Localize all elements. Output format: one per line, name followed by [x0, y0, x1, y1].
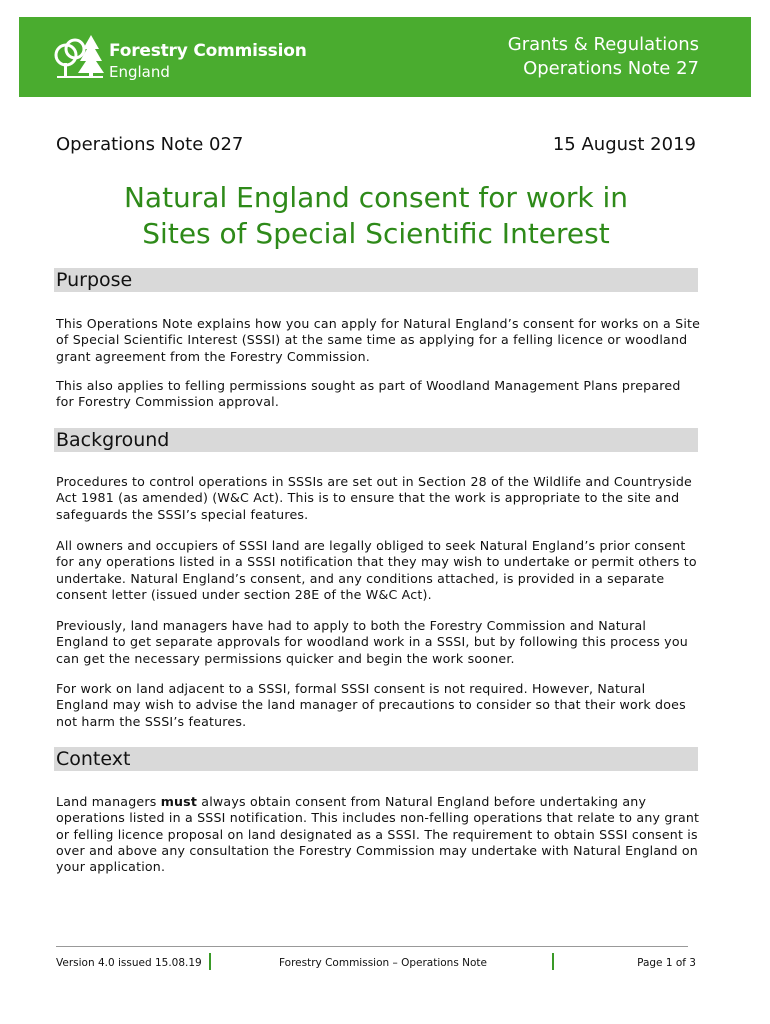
section-heading-purpose: Purpose: [54, 268, 698, 292]
category-label: Grants & Regulations: [507, 34, 699, 55]
context-paragraph-1: [56, 794, 701, 875]
title-line-1: Natural England consent for work in: [123, 181, 629, 214]
footer-separator: [552, 953, 554, 970]
footer-separator: [209, 953, 211, 970]
footer-divider: [56, 946, 688, 947]
context-text-rest: always obtain consent from Natural England before undertaking any operations listed in a SSSI notification. This includes non-felling operations that relate to any grant or felling licence proposal on land designated as a SSSI. The requirement to obtain SSSI consent is over and above any consultation the Forestry Commission may undertake with Natural England on your application.: [56, 794, 700, 875]
logo-name: Forestry Commission: [109, 41, 307, 61]
note-number: Operations Note 027: [56, 134, 244, 155]
background-paragraph-2: All owners and occupiers of SSSI land are legally obliged to seek Natural England’s prior consent for any operations listed in a SSSI notification that they may wish to undertake or permit others to undertake. Natural England’s consent, and any conditions attached, is provided in a separate consent letter (issued under section 28E of the W&C Act).: [56, 538, 697, 602]
footer-version: Version 4.0 issued 15.08.19: [56, 957, 202, 969]
background-paragraph-4: For work on land adjacent to a SSSI, formal SSSI consent is not required. However, Natural England may wish to advise the land manager of precautions to consider so that their work does not harm the SSSI’s features.: [56, 681, 686, 729]
background-paragraph-3: Previously, land managers have had to apply to both the Forestry Commission and Natural England to get separate approvals for woodland work in a SSSI, but by following this process you can get the necessary permissions quicker and begin the work sooner.: [56, 618, 688, 666]
footer-page-number: Page 1 of 3: [637, 957, 696, 969]
context-emphasis: must: [160, 794, 198, 809]
logo-subtitle: England: [109, 63, 170, 81]
tree-icon: [53, 35, 105, 79]
purpose-paragraph-2: This also applies to felling permissions sought as part of Woodland Management Plans prepared for Forestry Commission approval.: [56, 378, 681, 410]
context-text-start: Land managers: [56, 794, 161, 809]
title-line-2: Sites of Special Scientific Interest: [142, 217, 610, 250]
forestry-commission-logo: [53, 33, 307, 81]
section-heading-background: Background: [54, 428, 698, 452]
note-date: 15 August 2019: [552, 134, 696, 155]
background-paragraph-1: Procedures to control operations in SSSIs are set out in Section 28 of the Wildlife and Countryside Act 1981 (as amended) (W&C Act). This is to ensure that the work is appropriate to the site and safeguards the SSSI’s special features.: [56, 474, 692, 522]
footer-center-text: Forestry Commission – Operations Note: [279, 957, 488, 969]
note-label: Operations Note 27: [523, 58, 699, 79]
purpose-paragraph-1: This Operations Note explains how you can apply for Natural England’s consent for works on a Site of Special Scientific Interest (SSSI) at the same time as applying for a felling licence or woodland grant agreement from the Forestry Commission.: [56, 316, 701, 364]
banner-labels: [508, 33, 699, 81]
page-title: [56, 180, 696, 252]
section-heading-context: Context: [54, 747, 698, 771]
header-banner: [19, 17, 751, 97]
